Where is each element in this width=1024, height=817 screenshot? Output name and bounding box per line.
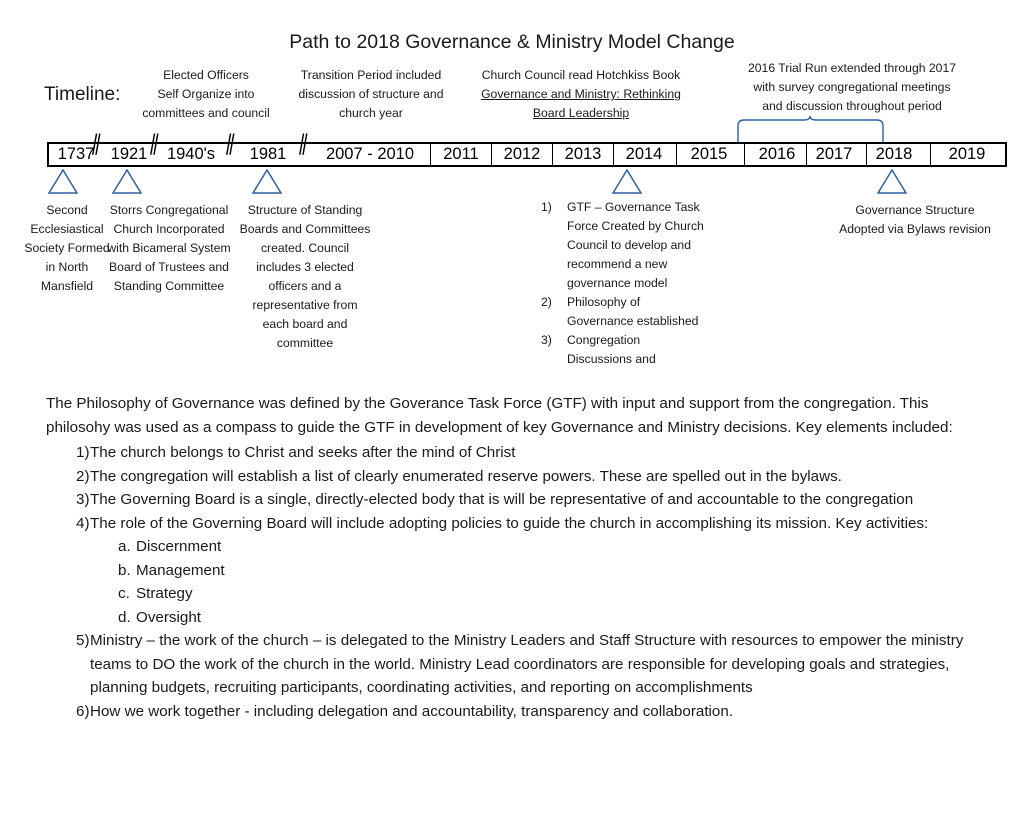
timeline-year-2019: 2019 xyxy=(948,145,986,163)
above-note-trial-run xyxy=(722,59,982,116)
below-note-1981-line2: Boards and Committees xyxy=(239,222,371,236)
below-note-1921-line1: Storrs Congregational xyxy=(109,203,229,217)
timeline-label: Timeline: xyxy=(44,84,121,105)
list-item-1-marker: 1) xyxy=(76,444,90,461)
below-note-1981-line1: Structure of Standing xyxy=(247,203,363,217)
gtf-list-item-3-text: Congregation Discussions and xyxy=(567,333,656,366)
list-item-6-marker: 6) xyxy=(76,702,90,720)
axis-tick-2011 xyxy=(430,144,431,165)
philosophy-paragraph: The Philosophy of Governance was defined by the Goverance Task Force (GTF) with input and support from the congregation. This philosohy was used as a compass to guide the GTF in development of key Governance and Ministry decisions. Key elements included: xyxy=(46,395,953,436)
below-note-1921 xyxy=(104,201,234,296)
below-note-1737 xyxy=(24,201,110,296)
below-note-1981-line5: officers and a xyxy=(268,279,342,293)
axis-tick-2013 xyxy=(552,144,553,165)
list-item-4-body xyxy=(90,512,994,630)
timeline-year-1940s: 1940's xyxy=(166,145,216,163)
above-note-1940s-line2: Self Organize into xyxy=(157,87,255,101)
timeline-marker-1921 xyxy=(112,169,142,194)
list-item-3 xyxy=(46,488,994,512)
sub-list-item-b-text: Management xyxy=(136,561,225,579)
gtf-list-item-1 xyxy=(541,198,707,293)
above-note-1940s xyxy=(126,66,286,123)
gtf-list-item-3-marker: 3) xyxy=(541,333,552,347)
list-item-4-marker: 4) xyxy=(76,514,90,532)
page-title: Path to 2018 Governance & Ministry Model Change xyxy=(289,31,735,53)
below-note-1921-line4: Board of Trustees and xyxy=(109,260,229,274)
above-note-transition xyxy=(281,66,461,123)
axis-tick-2018 xyxy=(866,144,867,165)
sub-list-item-c-marker: c. xyxy=(118,585,130,602)
sub-list-item-a-text: Discernment xyxy=(136,538,222,555)
gtf-list-item-2-marker: 2) xyxy=(541,295,552,309)
axis-break-2: // xyxy=(150,130,157,162)
gtf-list-item-1-marker: 1) xyxy=(541,200,552,214)
axis-tick-2014 xyxy=(613,144,614,165)
sub-list-item-a xyxy=(90,535,994,559)
key-activities-list xyxy=(90,535,994,629)
below-note-2018-line1: Governance Structure xyxy=(855,203,975,217)
gtf-list-item-2-text: Philosophy of Governance established xyxy=(567,295,699,328)
below-note-1737-line5: Mansfield xyxy=(40,279,94,293)
timeline-year-2016: 2016 xyxy=(758,145,796,163)
above-note-council-book-line2: Governance and Ministry: Rethinking xyxy=(481,87,681,101)
list-item-6 xyxy=(46,700,994,724)
body-section xyxy=(46,392,994,723)
timeline-year-1737: 1737 xyxy=(57,145,95,163)
below-note-1981-line3: created. Council xyxy=(260,241,350,255)
timeline-year-2011: 2011 xyxy=(443,145,479,163)
list-item-5-marker: 5) xyxy=(76,632,90,649)
below-note-1737-line4: in North xyxy=(45,260,89,274)
timeline-year-1921: 1921 xyxy=(110,145,148,163)
timeline-year-2013: 2013 xyxy=(564,145,602,163)
above-note-transition-line1: Transition Period included xyxy=(300,68,442,82)
below-note-1737-line3: Society Formed xyxy=(24,241,110,255)
key-elements-list xyxy=(46,441,994,723)
gtf-list xyxy=(541,198,707,369)
sub-list-item-d-marker: d. xyxy=(118,608,131,626)
above-note-council-book-line3: Board Leadership xyxy=(532,106,630,120)
axis-break-3: // xyxy=(226,130,233,162)
above-note-1940s-line3: committees and council xyxy=(142,106,270,120)
list-item-3-marker: 3) xyxy=(76,491,90,508)
list-item-1 xyxy=(46,441,994,465)
below-note-1981-line4: includes 3 elected xyxy=(256,260,354,274)
trial-run-brace xyxy=(736,116,886,144)
sub-list-item-c-text: Strategy xyxy=(136,585,193,602)
below-note-1981-line6: representative from xyxy=(252,298,358,312)
above-note-transition-line3: church year xyxy=(339,106,403,120)
list-item-5 xyxy=(46,629,994,700)
timeline-year-2007-2010: 2007 - 2010 xyxy=(325,145,415,163)
list-item-5-text: Ministry – the work of the church – is delegated to the Ministry Leaders and Staff Structure with resources to empower the ministry teams to DO the work of the church in the world. Ministry Lead coordinators are responsible for developing goals and strategies, planning budgets, recruiting participants, coordinating activities, and reporting on accomplishments xyxy=(90,632,964,696)
above-note-trial-run-line2: with survey congregational meetings xyxy=(753,80,951,94)
axis-tick-2017 xyxy=(806,144,807,165)
timeline-year-2015: 2015 xyxy=(690,145,728,163)
gtf-list-item-1-text: GTF – Governance Task Force Created by Church Council to develop and recommend a new governance model xyxy=(567,200,704,290)
below-note-1981-line7: each board and xyxy=(262,317,348,331)
timeline-year-2014: 2014 xyxy=(625,145,663,163)
list-item-2 xyxy=(46,465,994,489)
above-note-transition-line2: discussion of structure and xyxy=(298,87,444,101)
above-note-trial-run-line1: 2016 Trial Run extended through 2017 xyxy=(747,61,957,75)
below-note-1921-line2: Church Incorporated xyxy=(113,222,225,236)
gtf-list-item-2 xyxy=(541,293,707,331)
below-note-2018 xyxy=(826,201,1004,239)
sub-list-item-a-marker: a. xyxy=(118,538,131,555)
sub-list-item-b xyxy=(90,559,994,583)
axis-break-4: // xyxy=(299,130,306,162)
list-item-1-text: The church belongs to Christ and seeks after the mind of Christ xyxy=(90,444,516,461)
timeline-year-2018: 2018 xyxy=(875,145,913,163)
list-item-4 xyxy=(46,512,994,630)
axis-tick-2019 xyxy=(930,144,931,165)
sub-list-item-c xyxy=(90,582,994,606)
below-note-1737-line1: Second xyxy=(46,203,88,217)
above-note-council-book xyxy=(466,66,696,123)
list-item-6-text: How we work together - including delegation and accountability, transparency and collaboration. xyxy=(90,702,734,720)
timeline-marker-1737 xyxy=(48,169,78,194)
list-item-4-text: The role of the Governing Board will include adopting policies to guide the church in accomplishing its mission. Key activities: xyxy=(90,514,929,532)
list-item-3-text: The Governing Board is a single, directly-elected body that is will be representative of and accountable to the congregation xyxy=(90,491,914,508)
list-item-2-marker: 2) xyxy=(76,467,90,485)
axis-tick-2016 xyxy=(744,144,745,165)
sub-list-item-d xyxy=(90,606,994,630)
axis-break-1: // xyxy=(92,130,99,162)
timeline-year-2017: 2017 xyxy=(815,145,853,163)
below-note-1921-line3: with Bicameral System xyxy=(107,241,231,255)
sub-list-item-b-marker: b. xyxy=(118,561,131,579)
timeline-marker-2018 xyxy=(877,169,907,194)
timeline-year-1981: 1981 xyxy=(249,145,287,163)
below-note-1981-line8: committee xyxy=(276,336,334,350)
gtf-list-item-3 xyxy=(541,331,707,369)
timeline-year-2012: 2012 xyxy=(503,145,541,163)
axis-tick-2012 xyxy=(491,144,492,165)
below-note-1981 xyxy=(238,201,372,353)
sub-list-item-d-text: Oversight xyxy=(136,608,201,626)
below-note-1921-line5: Standing Committee xyxy=(113,279,225,293)
timeline-marker-2014 xyxy=(612,169,642,194)
above-note-trial-run-line3: and discussion throughout period xyxy=(762,99,942,113)
below-note-2018-line2: Adopted via Bylaws revision xyxy=(839,222,991,236)
above-note-council-book-line1: Church Council read Hotchkiss Book xyxy=(481,68,681,82)
above-note-1940s-line1: Elected Officers xyxy=(163,68,249,82)
list-item-2-text: The congregation will establish a list of clearly enumerated reserve powers. These are spelled out in the bylaws. xyxy=(90,467,842,485)
below-note-1737-line2: Ecclesiastical xyxy=(30,222,104,236)
axis-tick-2015 xyxy=(676,144,677,165)
timeline-marker-1981 xyxy=(252,169,282,194)
